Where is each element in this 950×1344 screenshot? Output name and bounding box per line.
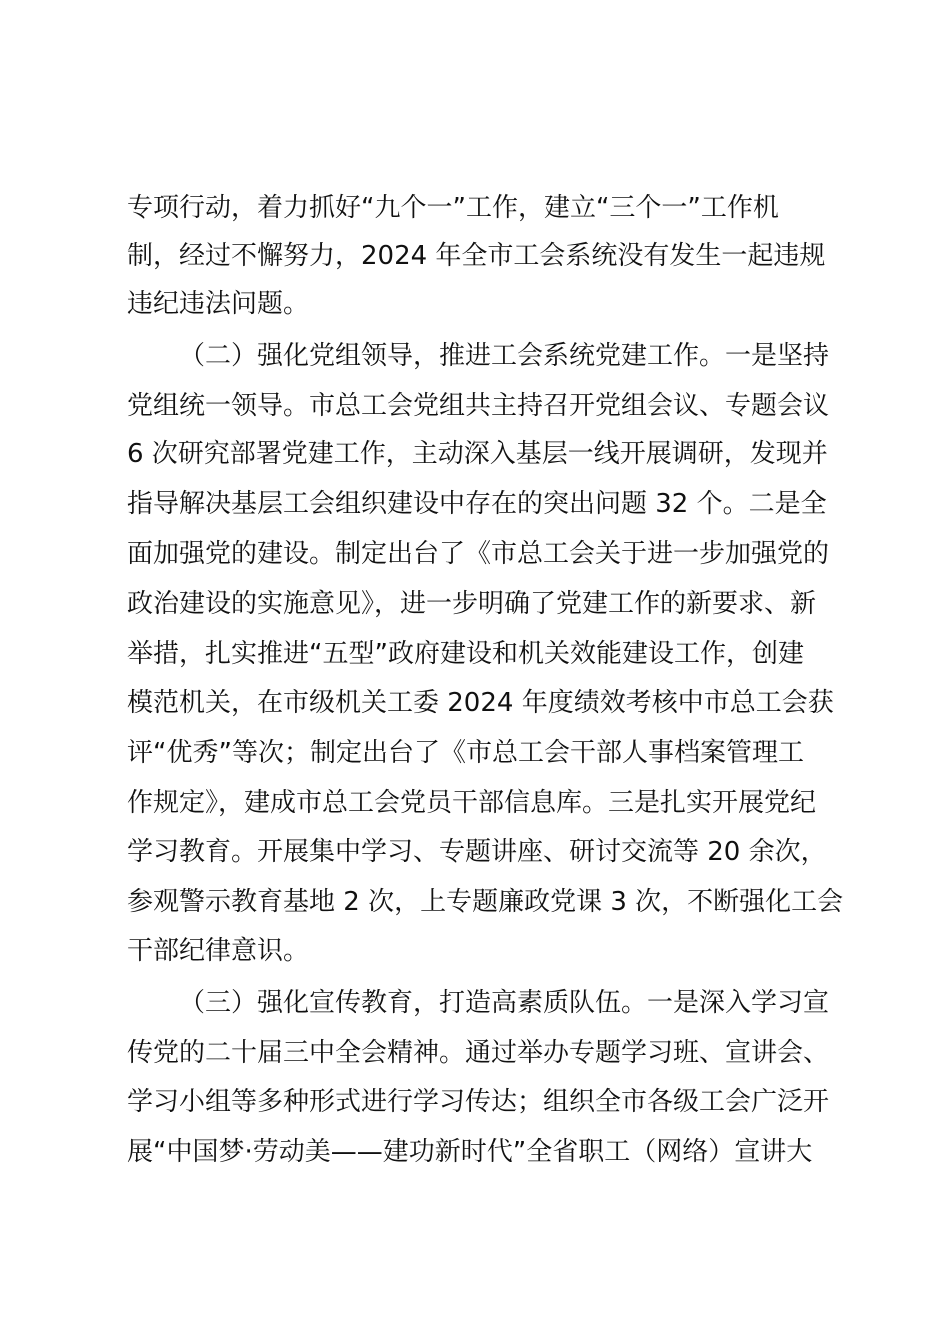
section-heading-3: （三）强化宣传教育，打造高素质队伍。一是深入学习宣 bbox=[179, 988, 830, 1018]
text-line-2: 制，经过不懈努力，2024 年全市工会系统没有发生一起违规 bbox=[127, 241, 826, 271]
text-line-15: 参观警示教育基地 2 次，上专题廉政党课 3 次，不断强化工会 bbox=[127, 887, 844, 917]
section-heading-2: （二）强化党组领导，推进工会系统党建工作。一是坚持 bbox=[179, 341, 830, 371]
text-line-6: 6 次研究部署党建工作，主动深入基层一线开展调研，发现并 bbox=[127, 439, 828, 469]
text-line-20: 展“中国梦·劳动美——建功新时代”全省职工（网络）宣讲大 bbox=[127, 1137, 813, 1167]
text-line-1: 专项行动，着力抓好“九个一”工作，建立“三个一”工作机 bbox=[127, 193, 779, 223]
text-line-13: 作规定》，建成市总工会党员干部信息库。三是扎实开展党纪 bbox=[127, 788, 817, 818]
text-line-16: 干部纪律意识。 bbox=[127, 936, 310, 966]
text-line-8: 面加强党的建设。制定出台了《市总工会关于进一步加强党的 bbox=[127, 539, 830, 569]
text-line-10: 举措，扎实推进“五型”政府建设和机关效能建设工作，创建 bbox=[127, 639, 804, 669]
text-line-12: 评“优秀”等次；制定出台了《市总工会干部人事档案管理工 bbox=[127, 738, 804, 768]
text-line-7: 指导解决基层工会组织建设中存在的突出问题 32 个。二是全 bbox=[127, 489, 827, 519]
text-line-9: 政治建设的实施意见》，进一步明确了党建工作的新要求、新 bbox=[127, 589, 817, 619]
text-line-3: 违纪违法问题。 bbox=[127, 289, 310, 319]
text-line-18: 传党的二十届三中全会精神。通过举办专题学习班、宣讲会、 bbox=[127, 1038, 830, 1068]
text-line-19: 学习小组等多种形式进行学习传达；组织全市各级工会广泛开 bbox=[127, 1087, 830, 1117]
text-line-14: 学习教育。开展集中学习、专题讲座、研讨交流等 20 余次， bbox=[127, 837, 827, 867]
text-line-5: 党组统一领导。市总工会党组共主持召开党组会议、专题会议 bbox=[127, 391, 830, 421]
text-line-11: 模范机关，在市级机关工委 2024 年度绩效考核中市总工会获 bbox=[127, 688, 834, 718]
